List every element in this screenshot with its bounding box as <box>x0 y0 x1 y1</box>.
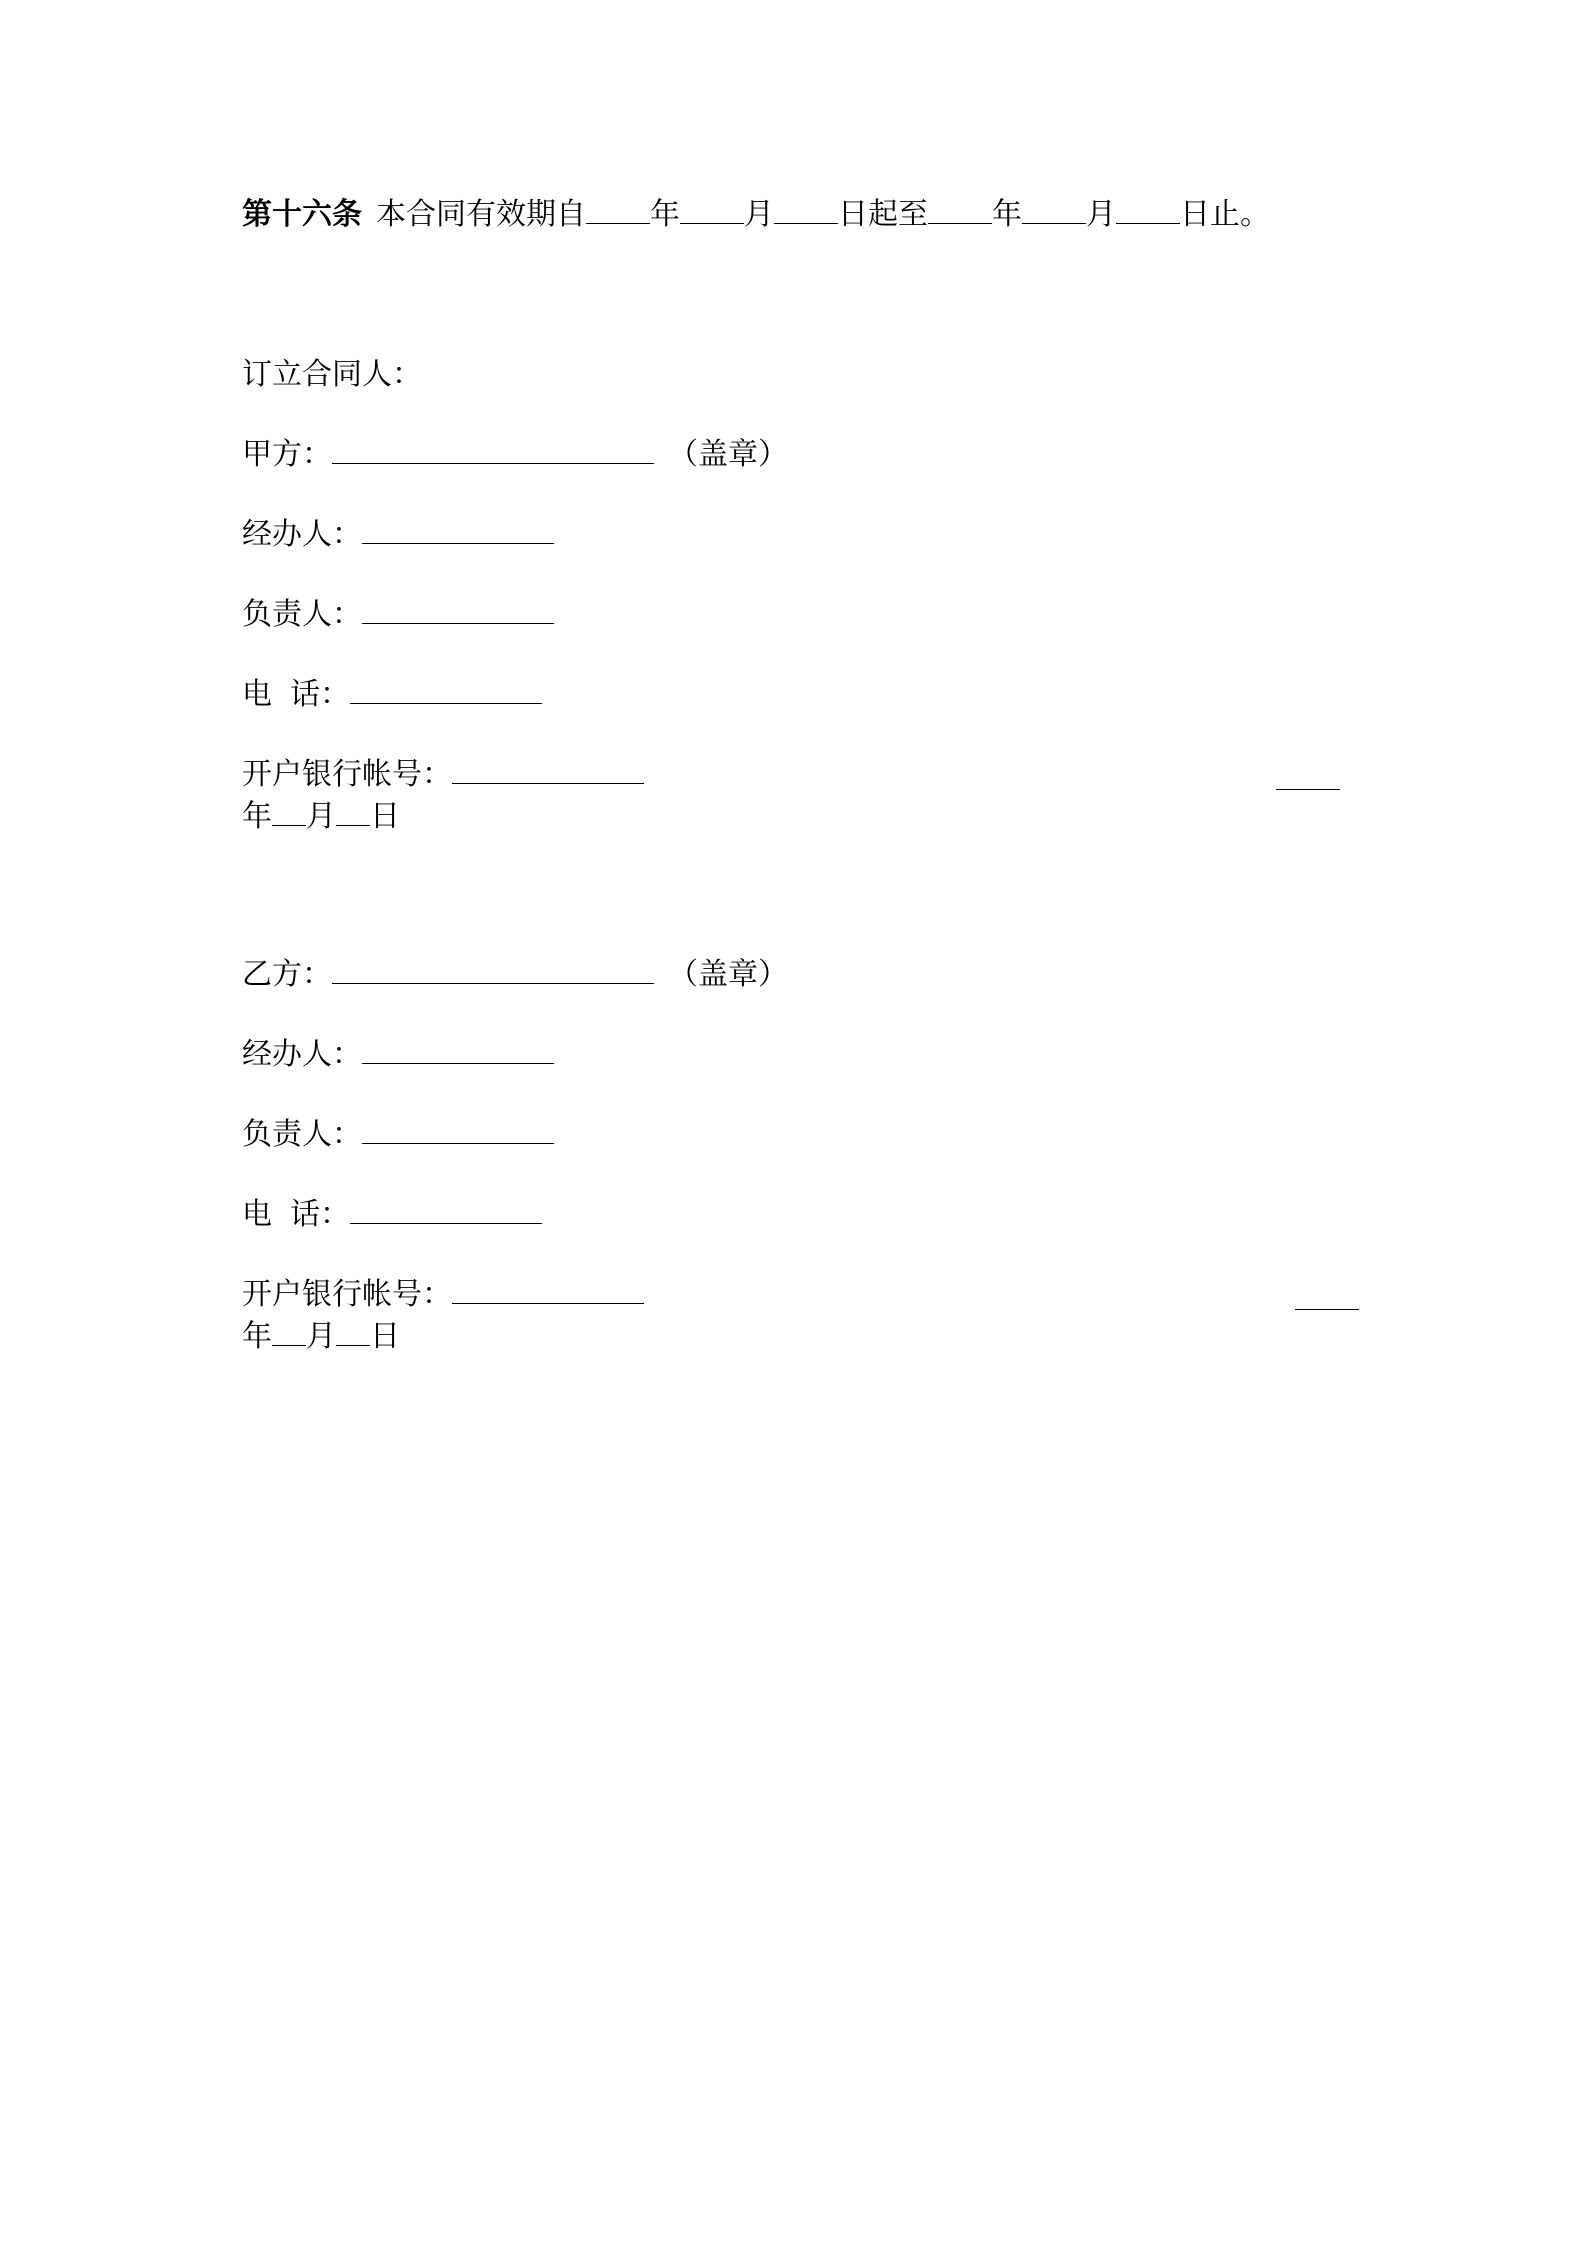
party-a-phone-line <box>242 675 542 715</box>
signers-heading: 订立合同人： <box>242 357 422 392</box>
party-a-name-blank[interactable] <box>332 437 654 464</box>
party-a-line <box>242 435 788 475</box>
article-month-1: 月 <box>744 197 774 232</box>
article-number: 第十六条 <box>242 197 362 232</box>
party-a-agent-label: 经办人： <box>242 517 362 552</box>
party-b-bank-label: 开户银行帐号： <box>242 1277 452 1312</box>
article-text-start: 本合同有效期自 <box>376 197 586 232</box>
start-month-blank[interactable] <box>680 197 744 224</box>
party-a-seal: （盖章） <box>668 437 788 472</box>
party-b-phone-label-1: 电 <box>242 1197 272 1232</box>
party-a-date-day: 日 <box>370 799 400 834</box>
party-b-date-month: 月 <box>306 1319 336 1354</box>
party-b-manager-label: 负责人： <box>242 1117 362 1152</box>
article-year-2: 年 <box>992 197 1022 232</box>
party-b-manager-line <box>242 1115 554 1155</box>
party-b-date-day: 日 <box>370 1319 400 1354</box>
party-a-bank-label: 开户银行帐号： <box>242 757 452 792</box>
party-b-date-month-blank[interactable] <box>272 1319 306 1346</box>
party-a-date-year-blank[interactable] <box>1276 763 1340 790</box>
article-16-line <box>242 195 1270 235</box>
party-b-manager-blank[interactable] <box>362 1117 554 1144</box>
party-b-date-line <box>242 1317 400 1357</box>
party-a-date-year: 年 <box>242 799 272 834</box>
party-a-phone-label-1: 电 <box>242 677 272 712</box>
party-a-manager-blank[interactable] <box>362 597 554 624</box>
party-b-phone-blank[interactable] <box>350 1197 542 1224</box>
end-day-blank[interactable] <box>1116 197 1180 224</box>
party-b-label: 乙方： <box>242 957 332 992</box>
article-day-2: 日止。 <box>1180 197 1270 232</box>
party-a-bank-line <box>242 755 644 795</box>
party-a-date-month-blank[interactable] <box>272 799 306 826</box>
end-month-blank[interactable] <box>1022 197 1086 224</box>
party-b-agent-line <box>242 1035 554 1075</box>
party-a-date-day-blank[interactable] <box>336 799 370 826</box>
party-a-date-line <box>242 797 400 837</box>
party-b-agent-label: 经办人： <box>242 1037 362 1072</box>
party-a-manager-label: 负责人： <box>242 597 362 632</box>
party-b-date-day-blank[interactable] <box>336 1319 370 1346</box>
party-a-agent-line <box>242 515 554 555</box>
party-a-phone-label-2: 话： <box>290 677 350 712</box>
end-year-blank[interactable] <box>928 197 992 224</box>
party-b-phone-line <box>242 1195 542 1235</box>
party-b-name-blank[interactable] <box>332 957 654 984</box>
party-b-date-year: 年 <box>242 1319 272 1354</box>
party-a-phone-blank[interactable] <box>350 677 542 704</box>
start-day-blank[interactable] <box>774 197 838 224</box>
party-b-agent-blank[interactable] <box>362 1037 554 1064</box>
article-year-1: 年 <box>650 197 680 232</box>
party-b-date-year-blank[interactable] <box>1295 1283 1359 1310</box>
party-b-line <box>242 955 788 995</box>
party-b-bank-blank[interactable] <box>452 1277 644 1304</box>
article-month-2: 月 <box>1086 197 1116 232</box>
party-a-date-month: 月 <box>306 799 336 834</box>
party-a-label: 甲方： <box>242 437 332 472</box>
party-a-manager-line <box>242 595 554 635</box>
party-b-bank-line <box>242 1275 644 1315</box>
party-a-agent-blank[interactable] <box>362 517 554 544</box>
party-b-seal: （盖章） <box>668 957 788 992</box>
party-a-bank-blank[interactable] <box>452 757 644 784</box>
article-day-1: 日起至 <box>838 197 928 232</box>
party-b-phone-label-2: 话： <box>290 1197 350 1232</box>
start-year-blank[interactable] <box>586 197 650 224</box>
